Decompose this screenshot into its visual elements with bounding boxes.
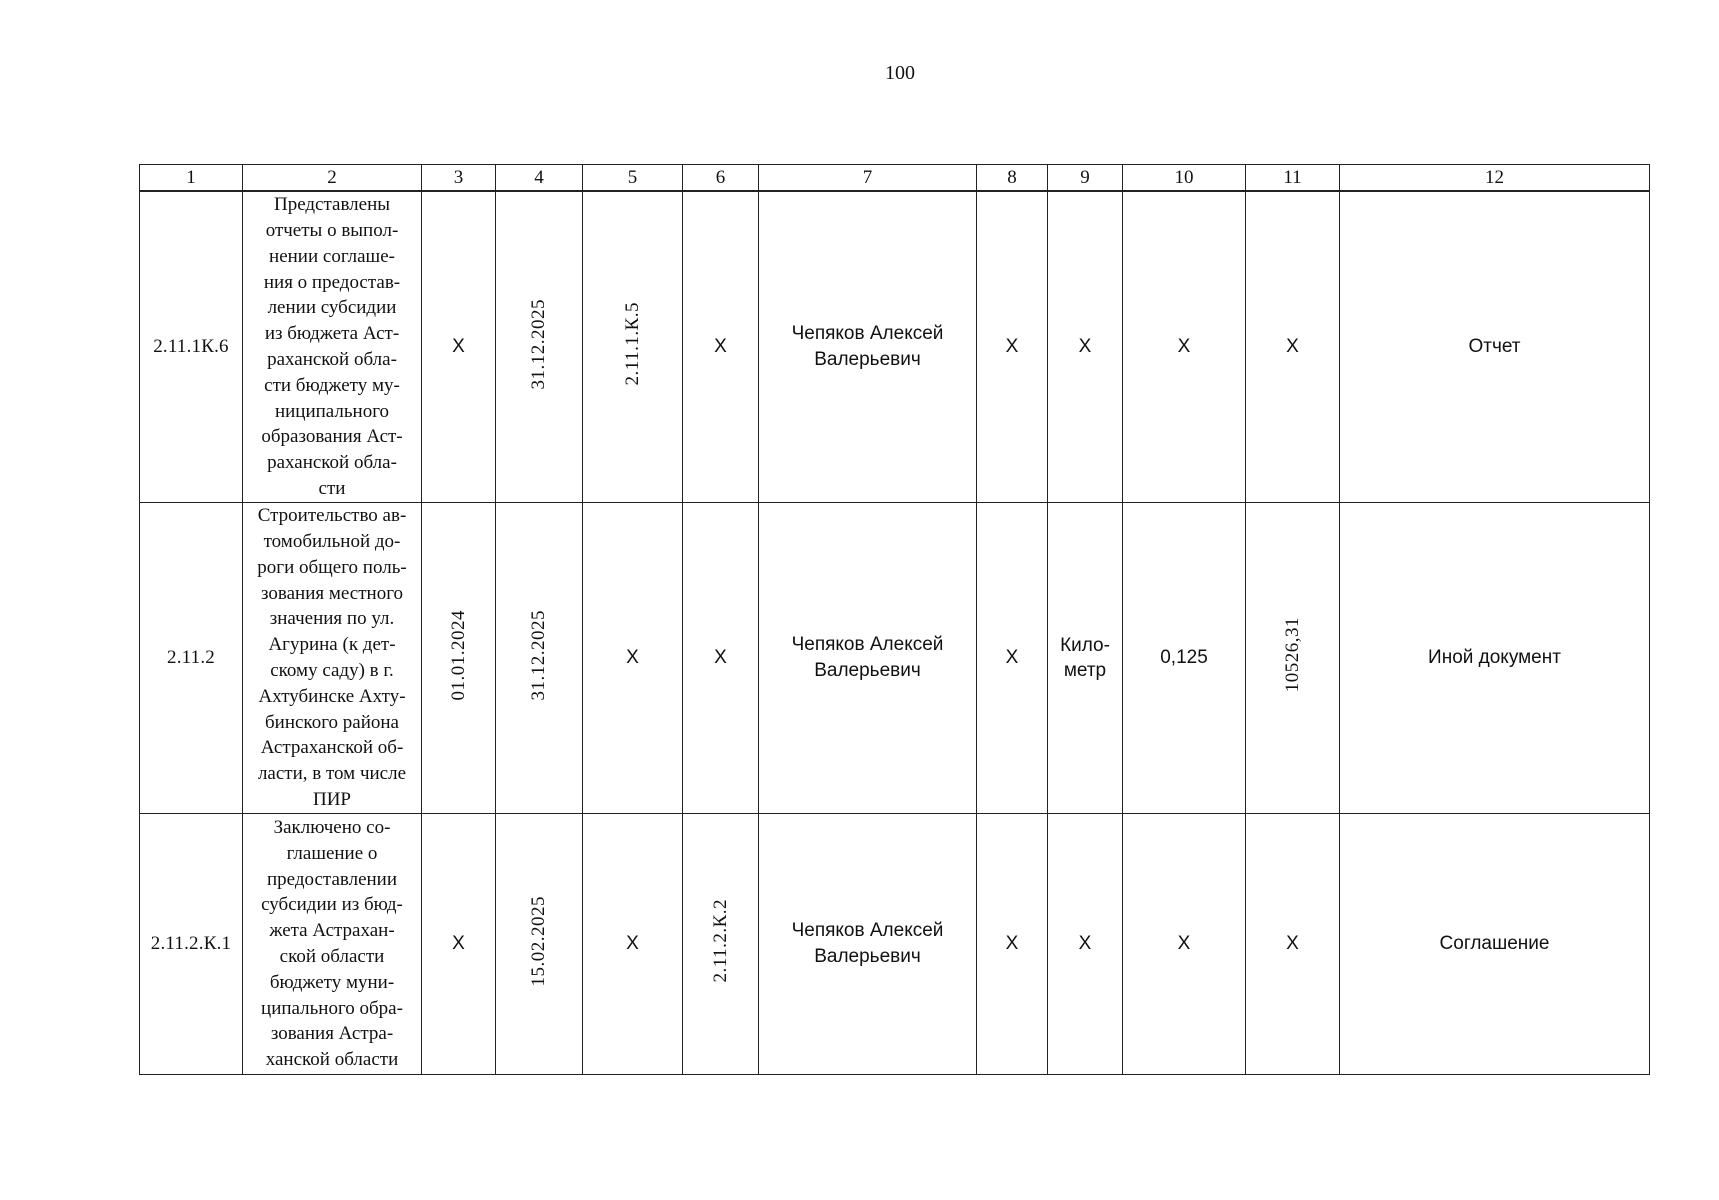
cell-col11: X — [1246, 191, 1340, 503]
description-line: субсидии из бюд- — [261, 894, 403, 916]
end-date: 31.12.2025 — [528, 609, 549, 701]
cell-col5: X — [583, 814, 683, 1075]
row-code: 2.11.2 — [140, 503, 243, 814]
header-row — [140, 165, 1650, 192]
row-description — [243, 503, 422, 814]
successor-code: 2.11.2.К.2 — [709, 899, 731, 983]
description-line: раханской обла- — [267, 349, 397, 370]
header-cell-6: 6 — [683, 165, 759, 192]
predecessor-code: 2.11.1.К.5 — [621, 302, 643, 386]
description-line: ципального обра- — [261, 997, 403, 1019]
cell-col4 — [496, 814, 583, 1075]
cell-col10: X — [1123, 191, 1246, 503]
cell-col3 — [422, 503, 496, 814]
document-type: Соглашение — [1340, 814, 1650, 1075]
cell-col3: X — [422, 814, 496, 1075]
header-cell-11: 11 — [1246, 165, 1340, 192]
person-line: Чепяков Алексей — [791, 634, 944, 655]
responsible-person — [759, 503, 977, 814]
target-value: 0,125 — [1123, 503, 1246, 814]
header-cell-12: 12 — [1340, 165, 1650, 192]
cell-col9: X — [1048, 191, 1123, 503]
description-line: глашение о — [286, 842, 378, 864]
responsible-person — [759, 814, 977, 1075]
row-code: 2.11.2.К.1 — [140, 814, 243, 1075]
row-description — [243, 191, 422, 503]
description-line: предоставлении — [266, 868, 398, 890]
description-line: скому саду) в г. — [270, 660, 394, 681]
page-number: 100 — [885, 62, 915, 84]
header-cell-8: 8 — [977, 165, 1048, 192]
description-line: Ахтубинске Ахту- — [258, 685, 406, 707]
description-line: ния о предостав- — [263, 271, 401, 293]
person-line: Валерьевич — [814, 349, 921, 370]
description-line: Астраханской об- — [260, 737, 404, 759]
responsible-person — [759, 191, 977, 503]
unit-of-measure — [1048, 503, 1123, 814]
cell-col3: X — [422, 191, 496, 503]
description-line: Строительство ав- — [257, 505, 407, 527]
cell-col9: X — [1048, 814, 1123, 1075]
header-cell-9: 9 — [1048, 165, 1123, 192]
cell-col5: X — [583, 503, 683, 814]
cell-col11 — [1246, 503, 1340, 814]
cell-col8: X — [977, 814, 1048, 1075]
header-cell-7: 7 — [759, 165, 977, 192]
cell-col6 — [683, 814, 759, 1075]
end-date: 15.02.2025 — [528, 895, 549, 987]
row-description — [243, 814, 422, 1075]
description-line: зования Астра- — [270, 1023, 394, 1045]
description-line: Заключено со- — [273, 817, 391, 839]
description-line: ласти, в том числе — [257, 763, 407, 785]
description-line: нении соглаше- — [269, 245, 395, 267]
description-line: бюджету муни- — [269, 971, 395, 993]
description-line: ской области — [279, 946, 385, 967]
description-line: жета Астрахан- — [269, 920, 395, 942]
header-cell-5: 5 — [583, 165, 683, 192]
cell-col10: X — [1123, 814, 1246, 1075]
document-type: Отчет — [1340, 191, 1650, 503]
description-line: Агурина (к дет- — [268, 634, 396, 656]
cell-col6: X — [683, 191, 759, 503]
description-line: ниципального — [274, 400, 390, 422]
person-line: Валерьевич — [814, 946, 921, 967]
document-type: Иной документ — [1340, 503, 1650, 814]
description-line: сти — [318, 477, 346, 499]
description-line: образования Аст- — [261, 426, 403, 448]
cell-col8: X — [977, 191, 1048, 503]
person-line: Валерьевич — [814, 660, 921, 681]
cell-col11: X — [1246, 814, 1340, 1075]
row-code: 2.11.1К.6 — [140, 191, 243, 503]
table-row — [140, 814, 1650, 1075]
header-cell-10: 10 — [1123, 165, 1246, 192]
cell-col4 — [496, 191, 583, 503]
header-cell-3: 3 — [422, 165, 496, 192]
cell-col8: X — [977, 503, 1048, 814]
cell-col4 — [496, 503, 583, 814]
header-cell-4: 4 — [496, 165, 583, 192]
table-row — [140, 191, 1650, 503]
description-line: Представлены — [273, 194, 391, 216]
unit-line: Кило- — [1060, 635, 1110, 656]
data-table — [139, 164, 1650, 1075]
description-line: роги общего поль- — [257, 556, 407, 578]
description-line: томобильной до- — [263, 531, 401, 553]
description-line: ханской области — [265, 1049, 399, 1071]
table-row — [140, 503, 1650, 814]
amount: 10526,31 — [1281, 617, 1303, 693]
person-line: Чепяков Алексей — [791, 323, 944, 344]
description-line: значения по ул. — [269, 608, 395, 630]
cell-col5 — [583, 191, 683, 503]
header-cell-2: 2 — [243, 165, 422, 192]
description-line: раханской обла- — [267, 452, 397, 474]
cell-col6: X — [683, 503, 759, 814]
description-line: отчеты о выпол- — [265, 220, 399, 242]
description-line: бинского района — [265, 711, 399, 733]
description-line: сти бюджету му- — [264, 374, 400, 396]
person-line: Чепяков Алексей — [791, 920, 944, 941]
description-line: из бюджета Аст- — [264, 323, 400, 345]
description-line: ПИР — [312, 788, 351, 810]
unit-line: метр — [1063, 660, 1107, 681]
header-cell-1: 1 — [140, 165, 243, 192]
start-date: 01.01.2024 — [447, 609, 469, 701]
description-line: лении субсидии — [267, 297, 397, 319]
description-line: зования местного — [260, 582, 404, 604]
end-date: 31.12.2025 — [528, 298, 549, 390]
